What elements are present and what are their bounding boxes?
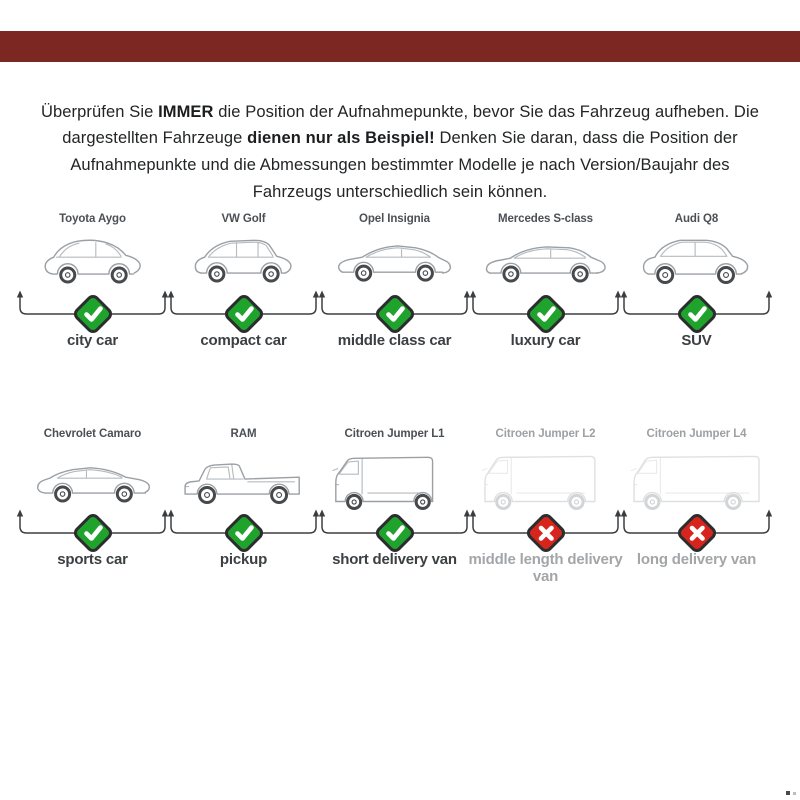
category-label: city car <box>67 332 118 349</box>
vehicle-name: VW Golf <box>221 213 266 225</box>
status-check-icon <box>523 291 569 337</box>
category-label: middle class car <box>337 332 452 349</box>
vehicle-cell <box>319 213 470 368</box>
vehicle-name: Citroen Jumper L2 <box>495 428 596 440</box>
intro-text: Denken Sie daran, dass die Position der Aufnahmepunkte und die Abmessungen bestimmter Modelle je nach Version/Baujahr des Fahrzeugs unterschiedlich sein können. <box>70 129 738 201</box>
vehicle-cell <box>621 213 772 368</box>
status-check-icon <box>221 510 267 556</box>
status-check-icon <box>372 291 418 337</box>
vehicle-cell <box>470 213 621 368</box>
intro-text-bold: dienen nur als Beispiel! <box>247 129 435 148</box>
status-cross-icon <box>674 510 720 556</box>
vehicle-row-vans <box>17 428 772 583</box>
status-check-icon <box>70 291 116 337</box>
intro-text-bold: IMMER <box>158 102 214 121</box>
vehicle-cell <box>168 213 319 368</box>
top-banner <box>0 31 800 62</box>
category-label: short delivery van <box>332 551 457 568</box>
status-check-icon <box>674 291 720 337</box>
vehicle-cell <box>168 428 319 583</box>
vehicle-illustration <box>17 444 168 509</box>
vehicle-name: Audi Q8 <box>674 213 719 225</box>
category-label: luxury car <box>510 332 581 349</box>
watermark-fragment <box>786 791 790 795</box>
vehicle-illustration <box>17 229 168 289</box>
vehicle-cell <box>17 213 168 368</box>
vehicle-illustration <box>168 444 319 509</box>
vehicle-name: Citroen Jumper L4 <box>646 428 747 440</box>
vehicle-illustration <box>319 229 470 289</box>
category-label: pickup <box>219 551 268 568</box>
category-label: SUV <box>681 332 712 349</box>
watermark-fragment <box>793 792 796 795</box>
status-check-icon <box>372 510 418 556</box>
vehicle-name: RAM <box>230 428 257 440</box>
vehicle-name: Citroen Jumper L1 <box>344 428 445 440</box>
vehicle-name: Toyota Aygo <box>59 213 126 225</box>
status-check-icon <box>221 291 267 337</box>
category-label: compact car <box>200 332 287 349</box>
status-check-icon <box>70 510 116 556</box>
vehicle-illustration <box>621 229 772 289</box>
vehicle-illustration <box>470 229 621 289</box>
vehicle-cell <box>621 428 772 583</box>
category-label: middle length delivery van <box>468 551 623 585</box>
intro-text: die Position der Aufnahmepunkte, bevor Sie das Fahrzeug aufheben. Die dargestellten Fahrzeuge <box>62 102 759 148</box>
vehicle-row-cars <box>17 213 772 368</box>
vehicle-name: Opel Insignia <box>359 213 430 225</box>
vehicle-illustration <box>621 444 772 509</box>
vehicle-illustration <box>470 444 621 509</box>
vehicle-cell <box>17 428 168 583</box>
vehicle-illustration <box>319 444 470 509</box>
category-label: long delivery van <box>636 551 757 568</box>
vehicle-illustration <box>168 229 319 289</box>
status-cross-icon <box>523 510 569 556</box>
vehicle-cell <box>470 428 621 583</box>
vehicle-name: Mercedes S-class <box>498 213 593 225</box>
intro-text: Überprüfen Sie <box>40 102 159 121</box>
category-label: sports car <box>57 551 128 568</box>
vehicle-name: Chevrolet Camaro <box>43 428 142 440</box>
vehicle-cell <box>319 428 470 583</box>
intro-paragraph <box>38 99 762 206</box>
